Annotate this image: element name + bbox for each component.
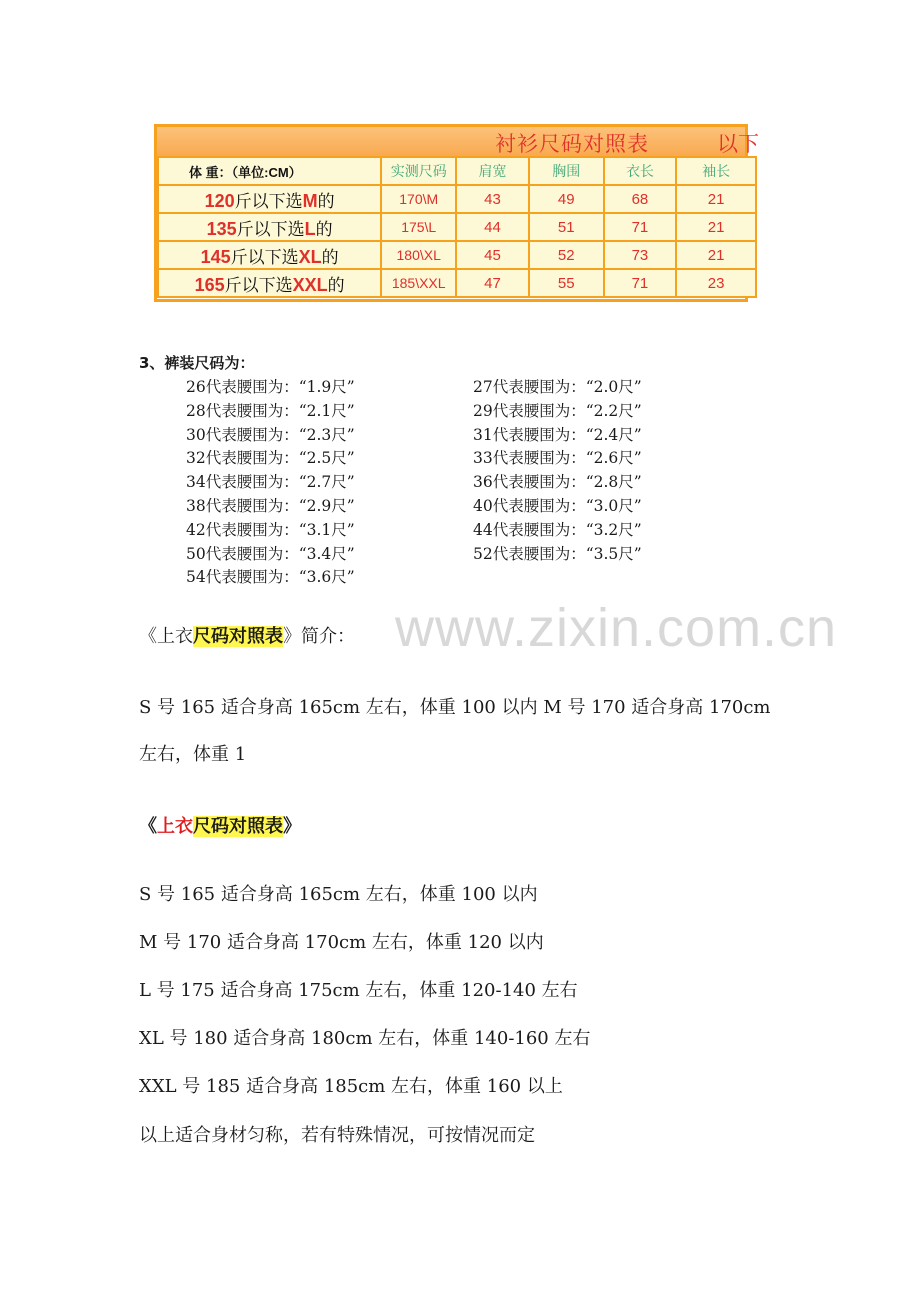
sleeve-cell: 21 [676, 241, 756, 269]
length-cell: 71 [604, 213, 677, 241]
table-title-tail: 以下 [717, 132, 759, 156]
sleeve-cell: 21 [676, 213, 756, 241]
size-cell: 170\M [381, 185, 456, 213]
size-grid [157, 156, 757, 298]
sleeve-cell: 21 [676, 185, 756, 213]
length-cell: 73 [604, 241, 677, 269]
list-item: 54代表腰围为：“3.6尺” [186, 568, 355, 587]
chest-cell: 52 [529, 241, 604, 269]
size-line: XL 号 180 适合身高 180cm 左右，体重 140-160 左右 [139, 1028, 591, 1049]
table-title-bar [157, 127, 759, 156]
header-length: 衣长 [604, 157, 677, 185]
table-header-row [158, 157, 756, 185]
size-line: XXL 号 185 适合身高 185cm 左右，体重 160 以上 [139, 1076, 563, 1097]
header-shoulder: 肩宽 [456, 157, 529, 185]
table-row [158, 213, 756, 241]
shoulder-cell: 47 [456, 269, 529, 297]
pants-size-heading: 3、裤装尺码为： [139, 354, 255, 372]
size-cell: 185\XXL [381, 269, 456, 297]
table-row [158, 185, 756, 213]
header-chest: 胸围 [529, 157, 604, 185]
size-note: 以上适合身材匀称，若有特殊情况，可按情况而定 [139, 1125, 535, 1146]
intro-heading: 《上衣尺码对照表》简介： [139, 626, 355, 647]
chest-cell: 51 [529, 213, 604, 241]
length-cell: 71 [604, 269, 677, 297]
list-item: 26代表腰围为：“1.9尺” 27代表腰围为：“2.0尺” [186, 378, 642, 396]
list-item: 32代表腰围为：“2.5尺” 33代表腰围为：“2.6尺” [186, 449, 642, 468]
weight-cell: 165斤以下选XXL的 [158, 269, 381, 297]
weight-cell: 120斤以下选M的 [158, 185, 381, 213]
chest-cell: 49 [529, 185, 604, 213]
list-item: 30代表腰围为：“2.3尺” 31代表腰围为：“2.4尺” [186, 425, 642, 444]
table-title: 衬衫尺码对照表 [495, 132, 649, 156]
list-item: 50代表腰围为：“3.4尺” 52代表腰围为：“3.5尺” [186, 544, 642, 563]
size-line: M 号 170 适合身高 170cm 左右，体重 120 以内 [139, 932, 544, 953]
size-line: L 号 175 适合身高 175cm 左右，体重 120-140 左右 [139, 980, 578, 1001]
size-line: S 号 165 适合身高 165cm 左右，体重 100 以内 [139, 884, 538, 905]
table-row [158, 269, 756, 297]
weight-cell: 135斤以下选L的 [158, 213, 381, 241]
intro-line: 左右，体重 1 [139, 744, 247, 765]
weight-cell: 145斤以下选XL的 [158, 241, 381, 269]
table-row [158, 241, 756, 269]
header-sleeve: 袖长 [676, 157, 756, 185]
sleeve-cell: 23 [676, 269, 756, 297]
length-cell: 68 [604, 185, 677, 213]
list-item: 34代表腰围为：“2.7尺” 36代表腰围为：“2.8尺” [186, 473, 642, 492]
shoulder-cell: 44 [456, 213, 529, 241]
shoulder-cell: 45 [456, 241, 529, 269]
size-cell: 180\XL [381, 241, 456, 269]
size-cell: 175\L [381, 213, 456, 241]
list-item: 42代表腰围为：“3.1尺” 44代表腰围为：“3.2尺” [186, 520, 642, 539]
list-item: 28代表腰围为：“2.1尺” 29代表腰围为：“2.2尺” [186, 401, 642, 420]
pants-size-list [186, 375, 746, 589]
watermark: www.zixin.com.cn [395, 598, 838, 658]
section-heading: 《上衣尺码对照表》 [139, 816, 301, 837]
chest-cell: 55 [529, 269, 604, 297]
intro-line: S 号 165 适合身高 165cm 左右，体重 100 以内 M 号 170 适合身高 170cm [139, 697, 771, 718]
list-item: 38代表腰围为：“2.9尺” 40代表腰围为：“3.0尺” [186, 496, 642, 515]
header-weight: 体 重：（单位:CM） [158, 157, 381, 185]
shirt-size-table [154, 124, 759, 302]
header-size: 实测尺码 [381, 157, 456, 185]
shoulder-cell: 43 [456, 185, 529, 213]
